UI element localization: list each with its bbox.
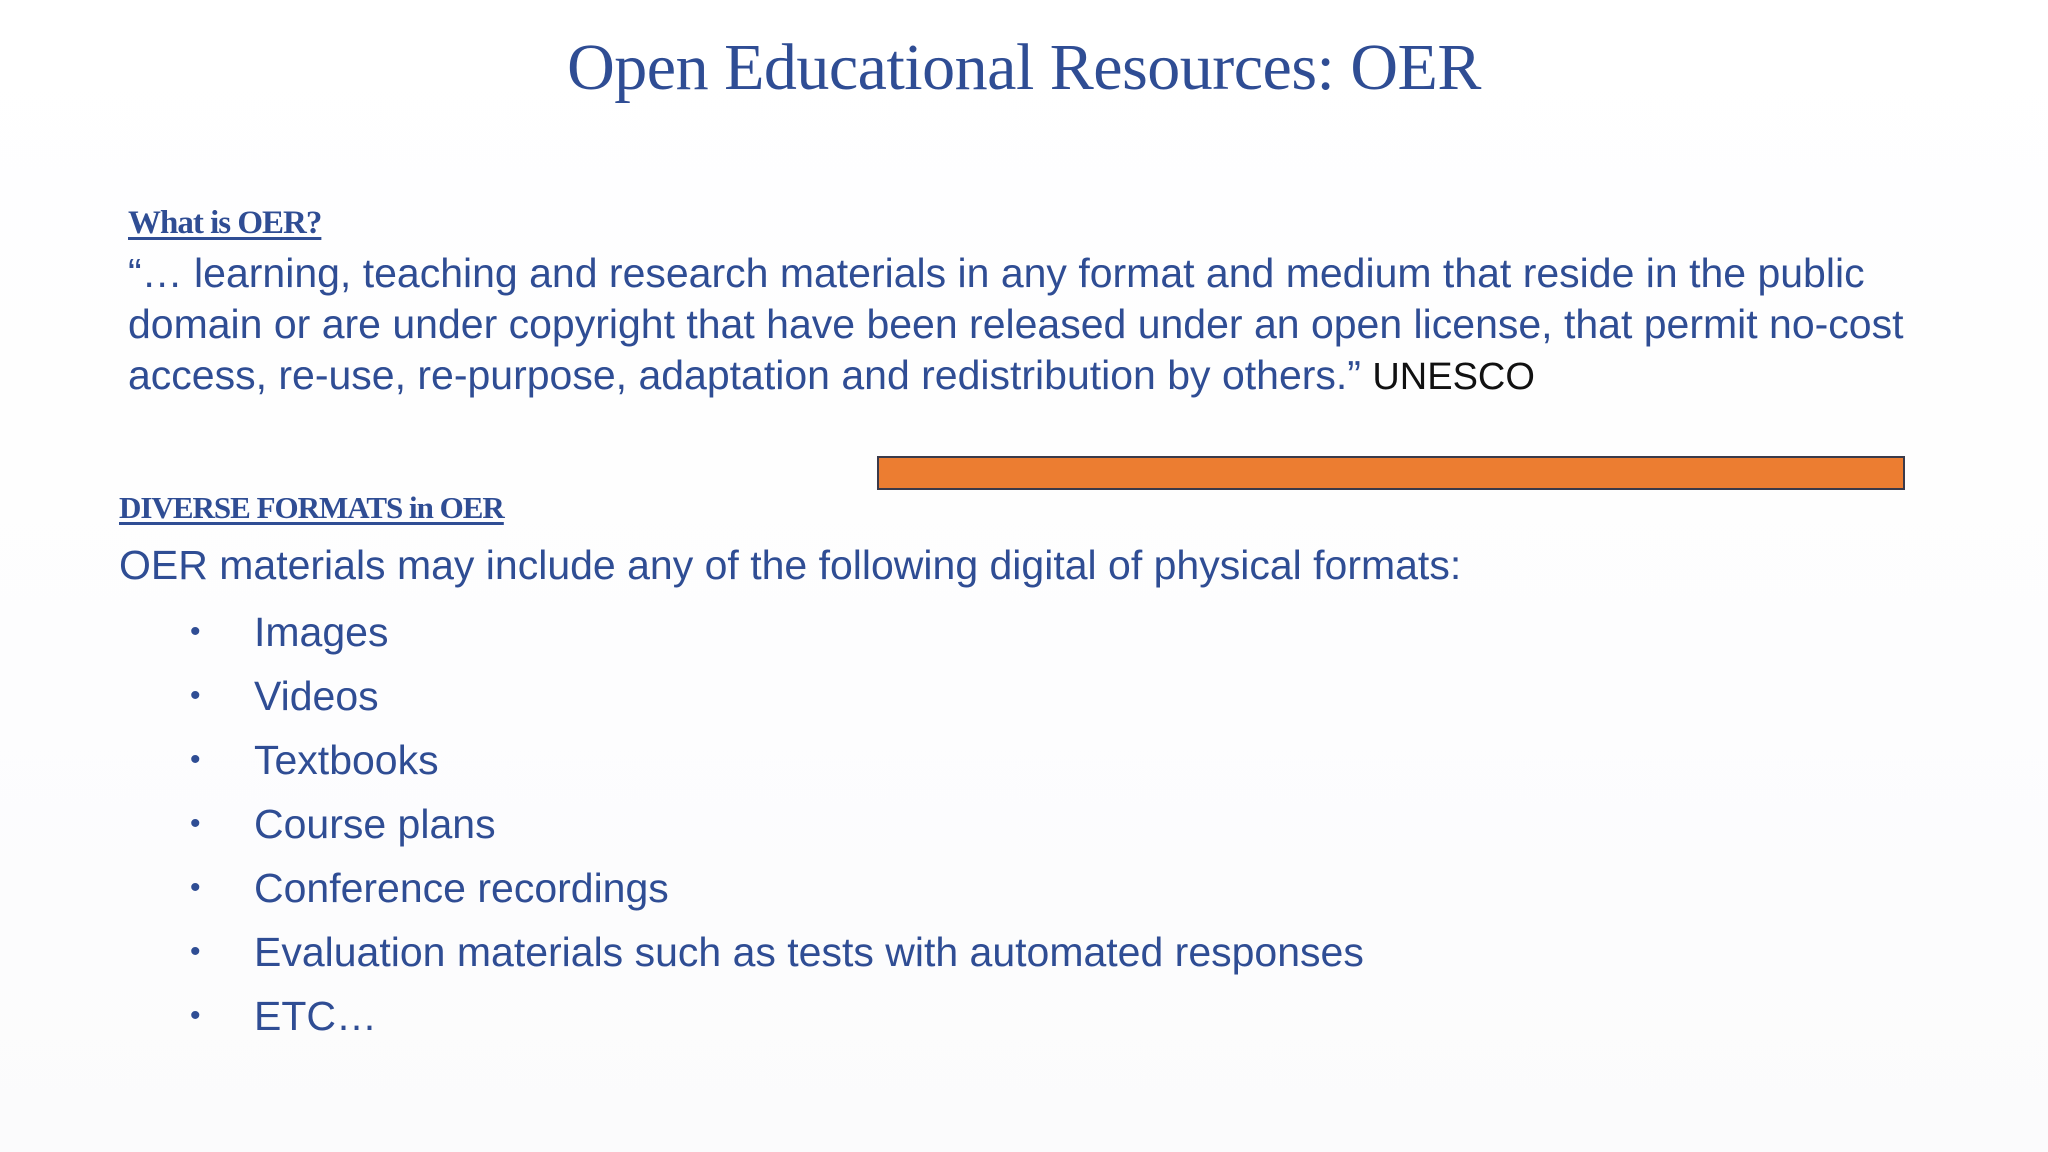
orange-accent-bar — [877, 456, 1905, 490]
unesco-quote — [128, 248, 2008, 403]
quote-text: “… learning, teaching and research materials in any format and medium that reside in the public domain or are under copyright that have been released under an open license, that permit no-cost access, re-use, re-purpose, adaptation and redistribution by others.” — [128, 250, 1904, 398]
format-label: Textbooks — [254, 737, 439, 783]
format-label: Videos — [254, 673, 379, 719]
bullet-icon: • — [190, 743, 201, 776]
format-label: Evaluation materials such as tests with automated responses — [254, 929, 1364, 975]
bullet-icon: • — [190, 871, 201, 904]
bullet-icon: • — [190, 679, 201, 712]
format-label: Images — [254, 609, 389, 655]
quote-source: UNESCO — [1372, 356, 1535, 398]
format-label: Course plans — [254, 801, 496, 847]
formats-intro: OER materials may include any of the following digital of physical formats: — [119, 542, 1462, 588]
bullet-icon: • — [190, 999, 201, 1032]
format-label: ETC… — [254, 993, 377, 1039]
bullet-icon: • — [190, 935, 201, 968]
bullet-icon: • — [190, 615, 201, 648]
bullet-icon: • — [190, 807, 201, 840]
diverse-formats-heading: DIVERSE FORMATS in OER — [119, 490, 504, 525]
format-label: Conference recordings — [254, 865, 669, 911]
what-is-oer-heading: What is OER? — [128, 205, 322, 241]
slide-title: Open Educational Resources: OER — [567, 31, 1481, 104]
